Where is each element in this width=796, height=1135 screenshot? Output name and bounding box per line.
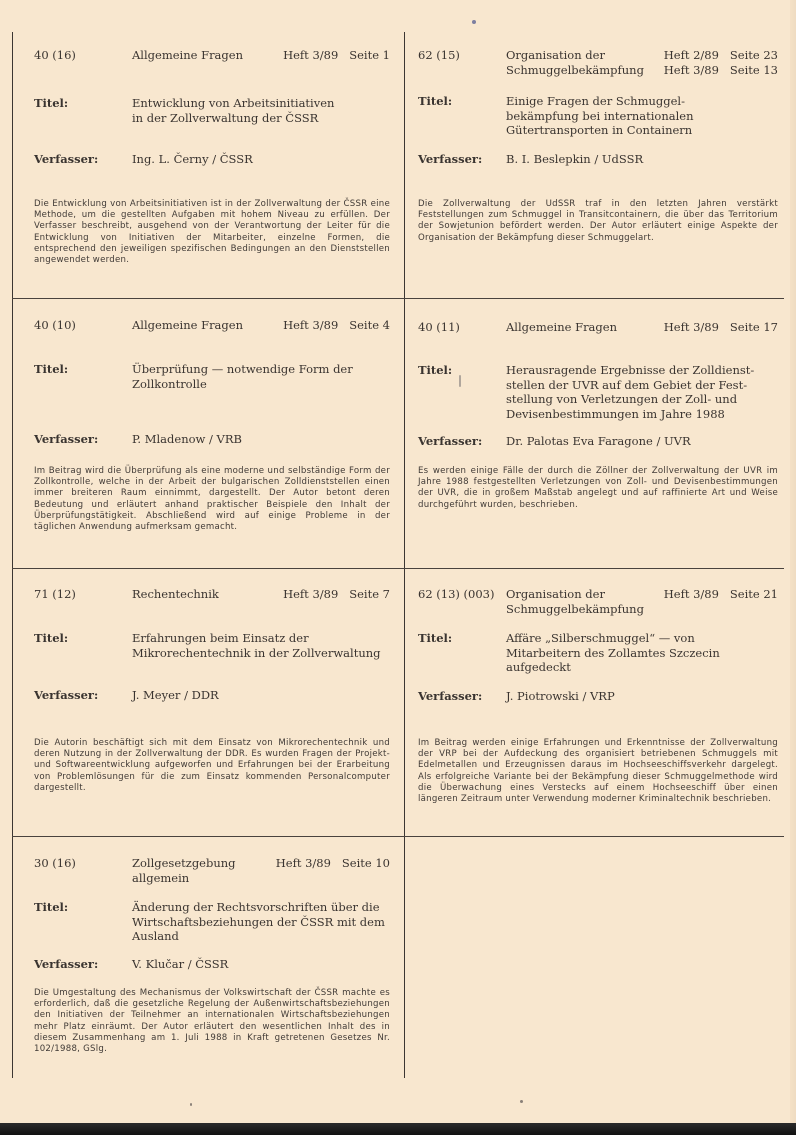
- left-border: [12, 32, 13, 1078]
- issue-reference: Heft 3/89 Seite 10: [275, 856, 390, 870]
- article-title: Einige Fragen der Schmuggel- bekämpfung bei internationalen Gütertransporten in Containern: [506, 94, 694, 137]
- article-title: Affäre „Silberschmuggel“ — von Mitarbeitern des Zollamtes Szczecin aufgedeckt: [506, 631, 720, 674]
- category: Rechentechnik: [132, 587, 219, 601]
- issue-reference: Heft 3/89 Seite 17: [663, 320, 778, 334]
- article-author: Ing. L. Černy / ČSSR: [132, 152, 253, 166]
- category: Organisation der Schmuggelbekämpfung: [506, 48, 644, 77]
- article-abstract: Die Autorin beschäftigt sich mit dem Einsatz von Mikrorechentechnik und deren Nutzung in der Zollverwaltung der DDR. Es wurden Fragen der Projekt- und Softwareentwicklung aufgeworfen und Erfahrungen bei der Erarbeitung von Problemlösungen für die zum Einsatz kommenden Personalcomputer dargestellt.: [34, 738, 390, 793]
- abstract-card-grid: [12, 32, 784, 1078]
- classification-code: 40 (10): [34, 318, 76, 332]
- issue-reference: Heft 2/89 Seite 23 Heft 3/89 Seite 13: [663, 48, 778, 77]
- article-author: J. Piotrowski / VRP: [506, 689, 615, 703]
- article-abstract: Es werden einige Fälle der durch die Zöllner der Zollverwaltung der UVR im Jahre 1988 festgestellten Verletzungen von Zoll- und Devisenbestimmungen der UVR, die in großem Maßstab angelegt und auf raffinierte Art und Weise durchgeführt wurden, beschrieben.: [418, 466, 778, 510]
- title-label: Titel:: [34, 362, 69, 376]
- center-divider: [404, 32, 405, 1078]
- author-label: Verfasser:: [34, 688, 99, 702]
- issue-reference: Heft 3/89 Seite 21: [663, 587, 778, 601]
- row-divider-1: [12, 298, 784, 299]
- article-abstract: Im Beitrag wird die Überprüfung als eine moderne und selbständige Form der Zollkontrolle, welche in der Arbeit der bulgarischen Zolldienststellen einen immer breiteren Raum einnimmt, dargestellt. Der Autor betont deren Bedeutung und erläutert anhand praktischer Beispiele den Inhalt der Überprüfungstätigkeit. Abschließend wird auf einige Probleme in der täglichen Anwendung aufmerksam gemacht.: [34, 466, 390, 533]
- article-abstract: Die Umgestaltung des Mechanismus der Volkswirtschaft der ČSSR machte es erforderlich, daß die gesetzliche Regelung der Außenwirtschaftsbeziehungen den Initiativen der Teilnehmer an internationalen Wirtschaftsbeziehungen mehr Platz einräumt. Der Autor erläutert den wesentlichen Inhalt des in diesem Zusammenhang am 1. Juli 1988 in Kraft getretenen Gesetzes Nr. 102/1988, GSlg.: [34, 988, 390, 1055]
- issue-reference: Heft 3/89 Seite 7: [283, 587, 390, 601]
- paper-speck: [520, 1100, 523, 1103]
- abstract-card: [22, 318, 390, 558]
- classification-code: 71 (12): [34, 587, 76, 601]
- title-label: Titel:: [418, 94, 453, 108]
- article-author: Dr. Palotas Eva Faragone / UVR: [506, 434, 691, 448]
- classification-code: 62 (15): [418, 48, 460, 62]
- category: Zollgesetzgebung allgemein: [132, 856, 236, 885]
- article-author: P. Mladenow / VRB: [132, 432, 242, 446]
- issue-reference: Heft 3/89 Seite 1: [283, 48, 390, 62]
- article-title: Herausragende Ergebnisse der Zolldienst- stellen der UVR auf dem Gebiet der Fest- stellung von Verletzungen der Zoll- und Devisenbestimmungen im Jahre 1988: [506, 363, 755, 421]
- article-title: Überprüfung — notwendige Form der Zollkontrolle: [132, 362, 353, 391]
- article-author: V. Klučar / ČSSR: [132, 957, 229, 971]
- category: Allgemeine Fragen: [132, 48, 243, 62]
- abstract-card: [22, 587, 390, 827]
- article-title: Änderung der Rechtsvorschriften über die Wirtschaftsbeziehungen der ČSSR mit dem Ausland: [132, 900, 385, 943]
- title-label: Titel:: [34, 900, 69, 914]
- article-author: B. I. Beslepkin / UdSSR: [506, 152, 644, 166]
- scanner-bottom-edge: [0, 1123, 796, 1135]
- author-label: Verfasser:: [418, 152, 483, 166]
- title-label: Titel:: [418, 631, 453, 645]
- paper-speck: [472, 20, 476, 24]
- article-abstract: Die Zollverwaltung der UdSSR traf in den letzten Jahren verstärkt Feststellungen zum Schmuggel in Transitcontainern, die über das Territorium der Sowjetunion befördert werden. Der Autor erläutert einige Aspekte der Organisation der Bekämpfung dieser Schmuggelart.: [418, 199, 778, 243]
- author-label: Verfasser:: [34, 152, 99, 166]
- classification-code: 40 (16): [34, 48, 76, 62]
- page-right-edge: [790, 0, 796, 1123]
- classification-code: 40 (11): [418, 320, 460, 334]
- article-author: J. Meyer / DDR: [132, 688, 219, 702]
- author-label: Verfasser:: [34, 957, 99, 971]
- article-title: Entwicklung von Arbeitsinitiativen in der Zollverwaltung der ČSSR: [132, 96, 335, 125]
- title-label: Titel:: [418, 363, 453, 377]
- classification-code: 62 (13) (003): [418, 587, 495, 601]
- category: Organisation der Schmuggelbekämpfung: [506, 587, 644, 616]
- row-divider-2: [12, 568, 784, 569]
- abstract-card: [22, 856, 390, 1076]
- category: Allgemeine Fragen: [132, 318, 243, 332]
- author-label: Verfasser:: [34, 432, 99, 446]
- category: Allgemeine Fragen: [506, 320, 617, 334]
- abstract-card: [418, 587, 778, 827]
- author-label: Verfasser:: [418, 434, 483, 448]
- article-title: Erfahrungen beim Einsatz der Mikrorechentechnik in der Zollverwaltung: [132, 631, 381, 660]
- article-abstract: Im Beitrag werden einige Erfahrungen und Erkenntnisse der Zollverwaltung der VRP bei der Aufdeckung des organisiert betriebenen Schmuggels mit Edelmetallen und Erzeugnissen daraus im Hochseeschiffsverkehr dargelegt. Als erfolgreiche Variante bei der Bekämpfung dieser Schmuggelmethode wird die Überwachung eines Verstecks auf einem Hochseeschiff über einen längeren Zeitraum unter Verwendung moderner Kriminaltechnik beschrieben.: [418, 738, 778, 805]
- row-divider-3: [12, 836, 784, 837]
- issue-reference: Heft 3/89 Seite 4: [283, 318, 390, 332]
- abstract-card: [22, 48, 390, 288]
- abstract-card: [418, 48, 778, 288]
- paper-speck: [190, 1103, 192, 1106]
- paper-speck: [459, 375, 461, 387]
- author-label: Verfasser:: [418, 689, 483, 703]
- title-label: Titel:: [34, 631, 69, 645]
- article-abstract: Die Entwicklung von Arbeitsinitiativen ist in der Zollverwaltung der ČSSR eine Methode, um die gestellten Aufgaben mit hohem Niveau zu erfüllen. Der Verfasser beschreibt, ausgehend von der Verantwortung der Leiter für die Entwicklung von Initiativen der Mitarbeiter, einzelne Formen, die entsprechend den jeweiligen spezifischen Bedingungen an den Dienststellen angewendet werden.: [34, 199, 390, 266]
- classification-code: 30 (16): [34, 856, 76, 870]
- abstract-card: [418, 320, 778, 560]
- title-label: Titel:: [34, 96, 69, 110]
